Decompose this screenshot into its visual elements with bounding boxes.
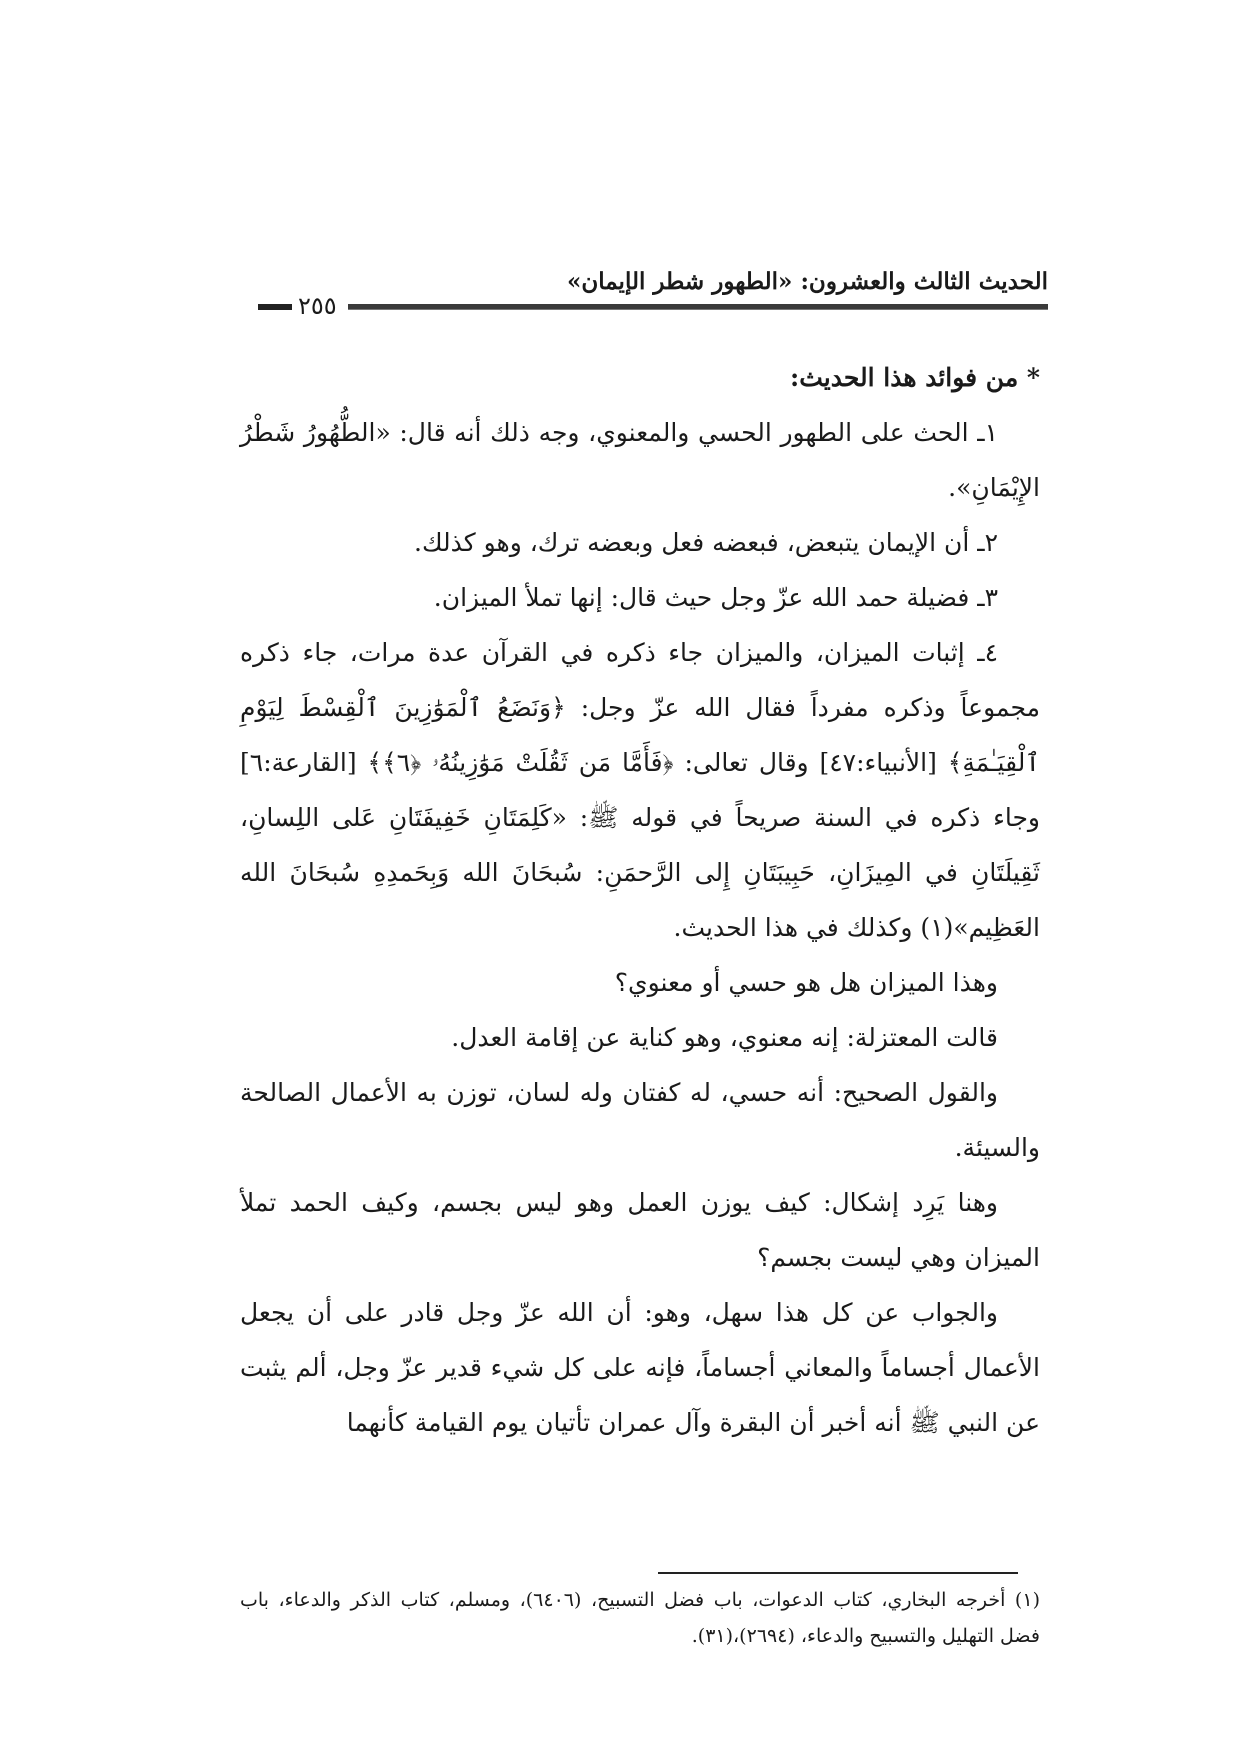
paragraph-benefit-3: ٣ـ فضيلة حمد الله عزّ وجل حيث قال: إنها تملأ الميزان.: [433, 583, 998, 612]
running-title: الحديث الثالث والعشرون: «الطهور شطر الإيمان»: [566, 268, 1048, 295]
page-number-block: [258, 292, 337, 320]
section-heading: * من فوائد هذا الحديث:: [789, 363, 1040, 392]
paragraph-benefit-2: ٢ـ أن الإيمان يتبعض، فبعضه فعل وبعضه ترك، وهو كذلك.: [414, 528, 998, 557]
paragraph-question: وهذا الميزان هل هو حسي أو معنوي؟: [614, 968, 998, 997]
page-number: ٢٥٥: [298, 292, 337, 320]
body-text: [240, 350, 1040, 1450]
paragraph-mutazila: قالت المعتزلة: إنه معنوي، وهو كناية عن إقامة العدل.: [451, 1023, 998, 1052]
paragraph-benefit-4: ٤ـ إثبات الميزان، والميزان جاء ذكره في القرآن عدة مرات، جاء ذكره مجموعاً وذكره مفرداً فقال الله عزّ وجل: ﴿وَنَضَعُ ٱلْمَوَٰزِينَ ٱلْقِسْطَ لِيَوْمِ ٱلْقِيَـٰمَةِ﴾ [الأنبياء:٤٧] وقال تعالى: ﴿فَأَمَّا مَن ثَقُلَتْ مَوَٰزِينُهُۥ ﴿٦﴾﴾ [القارعة:٦] وجاء ذكره في السنة صريحاً في قوله ﷺ: «كَلِمَتَانِ خَفِيفَتَانِ عَلى اللِسانِ، ثَقِيلَتَانِ في المِيزَانِ، حَبِيبَتَانِ إِلى الرَّحمَنِ: سُبحَانَ الله وَبِحَمدِهِ سُبحَانَ الله العَظِيم»(١) وكذلك في هذا الحديث.: [240, 638, 1040, 942]
paragraph-correct-view: والقول الصحيح: أنه حسي، له كفتان وله لسان، توزن به الأعمال الصالحة والسيئة.: [240, 1078, 1040, 1162]
footnote-rule: [658, 1572, 1018, 1574]
paragraph-benefit-1: ١ـ الحث على الطهور الحسي والمعنوي، وجه ذلك أنه قال: «الطُّهُورُ شَطْرُ الإِيْمَانِ».: [240, 418, 1040, 502]
paragraph-objection: وهنا يَرِد إشكال: كيف يوزن العمل وهو ليس بجسم، وكيف الحمد تملأ الميزان وهي ليست بجسم؟: [240, 1188, 1040, 1272]
paragraph-answer: والجواب عن كل هذا سهل، وهو: أن الله عزّ وجل قادر على أن يجعل الأعمال أجساماً والمعاني أجساماً، فإنه على كل شيء قدير عزّ وجل، ألم يثبت عن النبي ﷺ أنه أخبر أن البقرة وآل عمران تأتيان يوم القيامة كأنهما: [240, 1298, 1040, 1437]
header-rule: [348, 304, 1048, 310]
footnote-text: (١) أخرجه البخاري، كتاب الدعوات، باب فضل التسبيح، (٦٤٠٦)، ومسلم، كتاب الذكر والدعاء، باب فضل التهليل والتسبيح والدعاء، (٢٦٩٤)،(٣١).: [240, 1589, 1040, 1647]
page-number-dash: [258, 304, 292, 310]
page-header: [258, 268, 1048, 328]
footnote: [240, 1582, 1040, 1654]
